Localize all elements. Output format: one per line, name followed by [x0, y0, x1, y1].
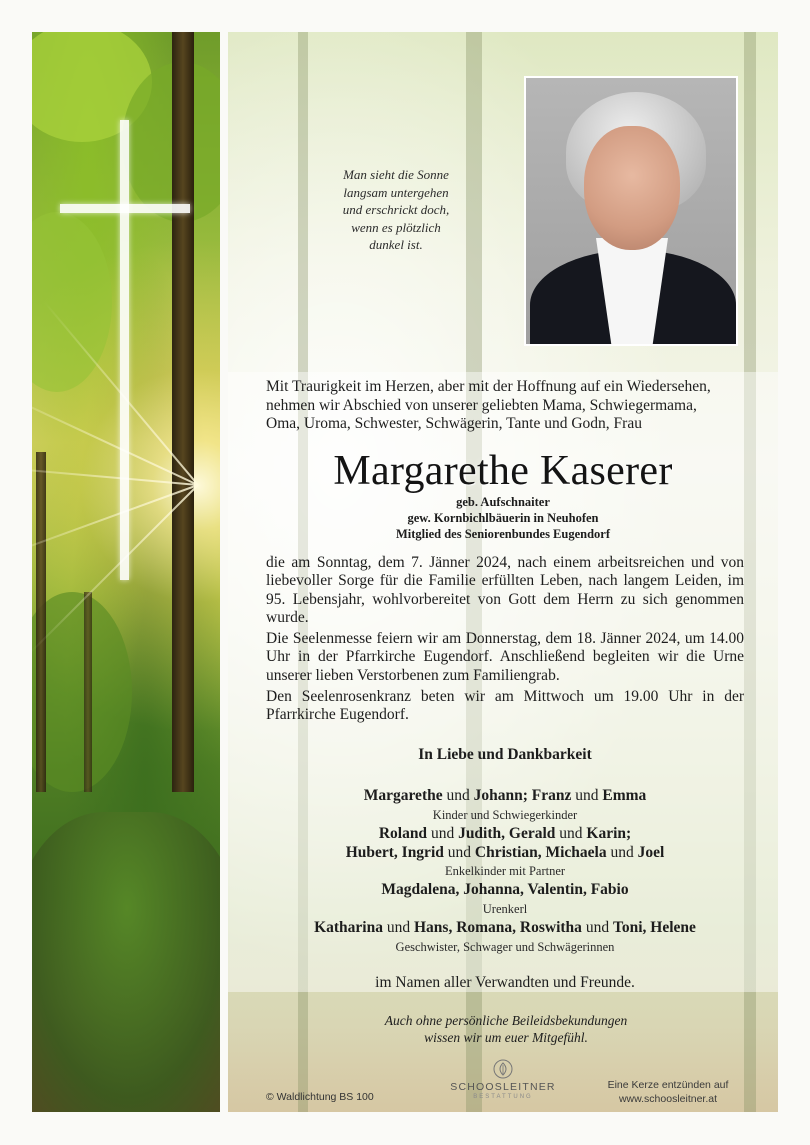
family-names	[266, 825, 744, 844]
candle-line: Eine Kerze entzünden auf	[607, 1079, 729, 1091]
family-name: Judith, Gerald	[458, 825, 556, 842]
connector-word: und	[427, 825, 459, 842]
quote-line: dunkel ist.	[369, 237, 423, 252]
family-name: Toni, Helene	[612, 919, 696, 936]
family-group-siblings	[266, 919, 744, 955]
family-group-children	[266, 787, 744, 823]
portrait-photo	[524, 76, 738, 346]
forest-image-strip	[32, 32, 220, 1112]
quote-line: und erschrickt doch,	[342, 202, 450, 217]
logo-tagline: BESTATTUNG	[473, 1094, 533, 1100]
rosary-paragraph: Den Seelenrosenkranz beten wir am Mittwoch um 19.00 Uhr in der Pfarrkirche Eugendorf.	[266, 688, 744, 724]
family-role: Geschwister, Schwager und Schwägerinnen	[395, 939, 615, 954]
quote-line: Man sieht die Sonne	[343, 167, 449, 182]
condolence-note	[316, 1012, 696, 1046]
family-role: Urenkerl	[482, 901, 528, 916]
family-name: Joel	[637, 843, 665, 861]
foliage-shape	[32, 592, 132, 792]
quote-line: langsam untergehen	[343, 184, 449, 200]
family-name: Hubert, Ingrid	[345, 843, 444, 861]
logo-name: SCHOOSLEITNER	[450, 1081, 556, 1093]
family-names	[266, 881, 744, 900]
family-group-grandchildren	[266, 825, 744, 879]
family-names	[266, 844, 744, 863]
connector-word: und	[581, 919, 613, 936]
connector-word: und	[443, 843, 475, 861]
tree-trunk	[172, 32, 194, 792]
funeral-mass-paragraph: Die Seelenmesse feiern wir am Donnerstag, dem 18. Jänner 2024, um 14.00 Uhr in der Pfarrkirche Eugendorf. Anschließend begleiten wir die Urne unserer lieben Verstorbenen zum Familiengrab.	[266, 630, 744, 684]
family-name: Christian, Michaela	[474, 843, 607, 861]
family-names	[266, 787, 744, 806]
intro-line: nehmen wir Abschied von unserer geliebten Mama, Schwiegermama,	[266, 396, 697, 414]
closing-line: im Namen aller Verwandten und Freunde.	[375, 974, 635, 991]
leaf-emblem-icon	[493, 1059, 513, 1079]
family-name: Karin;	[586, 825, 632, 842]
family-name: Emma	[602, 787, 647, 804]
note-line: wissen wir um euer Mitgefühl.	[424, 1030, 588, 1045]
deceased-details	[268, 494, 738, 542]
connector-word: und	[442, 787, 474, 804]
detail-line: gew. Kornbichlbäuerin in Neuhofen	[407, 511, 599, 525]
funeral-home-logo	[448, 1059, 558, 1100]
detail-line: Mitglied des Seniorenbundes Eugendorf	[395, 527, 611, 541]
image-credit: © Waldlichtung BS 100	[266, 1091, 374, 1103]
family-name: Magdalena, Johanna, Valentin, Fabio	[381, 881, 629, 898]
candle-link[interactable]	[596, 1078, 740, 1106]
family-names	[266, 919, 744, 938]
family-name: Johann; Franz	[473, 787, 572, 804]
connector-word: und	[571, 787, 603, 804]
tree-trunk	[36, 452, 46, 792]
family-group-great-grandchildren	[266, 881, 744, 917]
connector-word: und	[555, 825, 587, 842]
quote-line: wenn es plötzlich	[351, 219, 441, 235]
family-name: Margarethe	[363, 787, 443, 804]
opening-quote	[316, 166, 476, 254]
candle-url[interactable]: www.schoosleitner.at	[618, 1093, 718, 1105]
tree-trunk	[84, 592, 92, 792]
connector-word: und	[606, 843, 638, 861]
main-panel	[228, 32, 778, 1112]
note-line: Auch ohne persönliche Beileidsbekundungen	[384, 1013, 628, 1028]
family-name: Katharina	[314, 919, 383, 936]
death-paragraph: die am Sonntag, dem 7. Jänner 2024, nach einem arbeitsreichen und von liebevoller Sorge für die Familie erfüllten Leben, nach langem Leiden, im 95. Lebensjahr, wohlvorbereitet von Gott dem Herrn zu sich genommen wurde.	[266, 554, 744, 627]
family-role: Enkelkinder mit Partner	[444, 864, 566, 878]
family-name: Hans, Romana, Roswitha	[413, 919, 582, 936]
portrait-face	[584, 126, 680, 250]
forest-floor	[32, 812, 220, 1112]
connector-word: und	[382, 919, 414, 936]
detail-line: geb. Aufschnaiter	[456, 495, 550, 509]
intro-line: Mit Traurigkeit im Herzen, aber mit der Hoffnung auf ein Wiedersehen,	[266, 378, 711, 395]
intro-text	[266, 378, 746, 434]
cross-horizontal-beam	[60, 204, 190, 213]
cross-vertical-beam	[120, 120, 129, 580]
deceased-name: Margarethe Kaserer	[333, 448, 673, 494]
thanks-heading: In Liebe und Dankbarkeit	[418, 746, 592, 763]
family-role: Kinder und Schwiegerkinder	[432, 807, 578, 822]
family-name: Roland	[378, 825, 428, 842]
intro-line: Oma, Uroma, Schwester, Schwägerin, Tante und Godn, Frau	[266, 415, 642, 432]
